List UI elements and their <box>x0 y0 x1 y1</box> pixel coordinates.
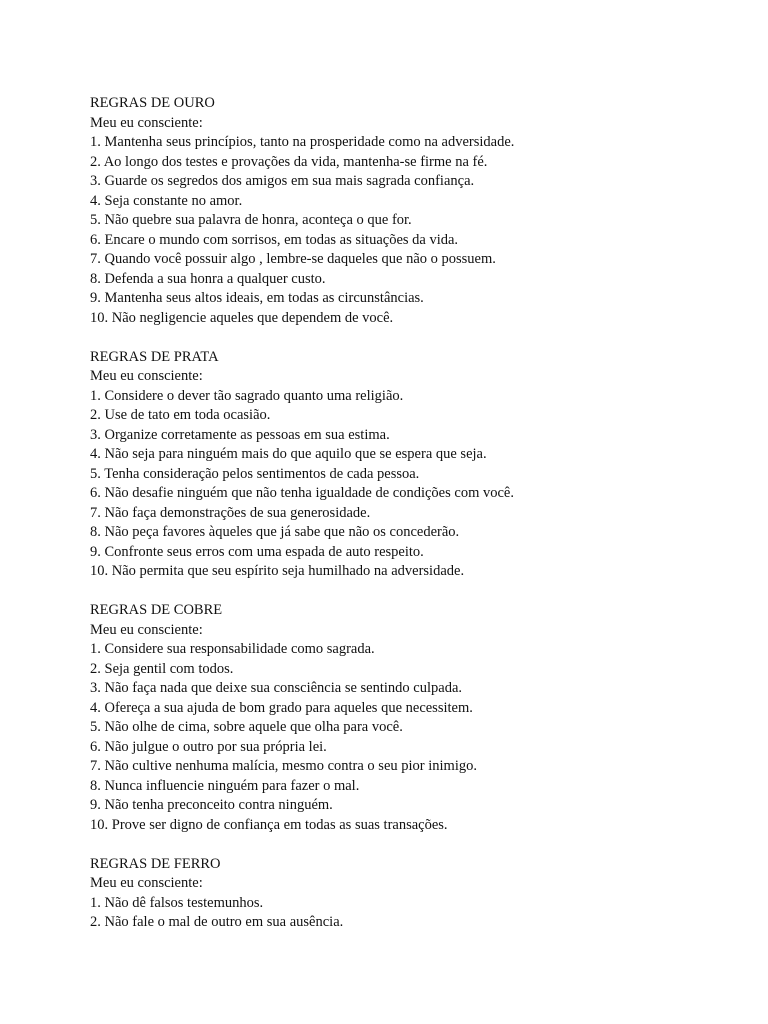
section-title: REGRAS DE COBRE <box>90 602 223 618</box>
rule-item: 3. Organize corretamente as pessoas em sua estima. <box>90 426 390 443</box>
rule-item: 2. Seja gentil com todos. <box>90 660 234 677</box>
rule-item: 5. Não olhe de cima, sobre aquele que olha para você. <box>90 719 403 735</box>
rules-section <box>90 94 750 328</box>
section-title: REGRAS DE OURO <box>90 95 215 111</box>
rules-section <box>90 601 750 835</box>
rule-item: 7. Não faça demonstrações de sua generosidade. <box>90 504 371 521</box>
rule-item: 6. Não julgue o outro por sua própria lei. <box>90 738 327 755</box>
rule-item: 1. Mantenha seus princípios, tanto na prosperidade como na adversidade. <box>90 134 515 150</box>
section-intro: Meu eu consciente: <box>90 875 203 891</box>
rule-item: 1. Não dê falsos testemunhos. <box>90 894 264 911</box>
rule-item: 8. Defenda a sua honra a qualquer custo. <box>90 270 326 287</box>
rule-item: 2. Não fale o mal de outro em sua ausência. <box>90 914 344 930</box>
document-page <box>90 94 750 952</box>
section-intro: Meu eu consciente: <box>90 621 203 638</box>
rule-item: 1. Considere sua responsabilidade como sagrada. <box>90 641 375 657</box>
rule-item: 4. Não seja para ninguém mais do que aquilo que se espera que seja. <box>90 446 487 462</box>
rule-item: 6. Não desafie ninguém que não tenha igualdade de condições com você. <box>90 485 514 501</box>
rule-item: 3. Guarde os segredos dos amigos em sua mais sagrada confiança. <box>90 173 475 189</box>
section-intro: Meu eu consciente: <box>90 368 203 384</box>
section-title: REGRAS DE PRATA <box>90 348 219 365</box>
rule-item: 4. Ofereça a sua ajuda de bom grado para aqueles que necessitem. <box>90 699 473 716</box>
rule-item: 10. Prove ser digno de confiança em todas as suas transações. <box>90 816 448 833</box>
rule-item: 5. Tenha consideração pelos sentimentos de cada pessoa. <box>90 465 420 482</box>
rule-item: 7. Quando você possuir algo , lembre-se daqueles que não o possuem. <box>90 251 496 267</box>
section-intro: Meu eu consciente: <box>90 114 203 131</box>
rule-item: 9. Mantenha seus altos ideais, em todas as circunstâncias. <box>90 290 424 306</box>
rule-item: 1. Considere o dever tão sagrado quanto uma religião. <box>90 387 404 404</box>
rule-item: 3. Não faça nada que deixe sua consciência se sentindo culpada. <box>90 680 463 696</box>
rule-item: 10. Não permita que seu espírito seja humilhado na adversidade. <box>90 563 465 579</box>
rule-item: 9. Não tenha preconceito contra ninguém. <box>90 797 333 813</box>
section-title: REGRAS DE FERRO <box>90 855 221 872</box>
rule-item: 2. Ao longo dos testes e provações da vida, mantenha-se firme na fé. <box>90 153 488 170</box>
rules-section <box>90 855 750 933</box>
rule-item: 6. Encare o mundo com sorrisos, em todas as situações da vida. <box>90 231 459 248</box>
rule-item: 4. Seja constante no amor. <box>90 192 243 209</box>
rule-item: 9. Confronte seus erros com uma espada de auto respeito. <box>90 543 424 560</box>
rule-item: 7. Não cultive nenhuma malícia, mesmo contra o seu pior inimigo. <box>90 758 477 774</box>
rule-item: 8. Nunca influencie ninguém para fazer o mal. <box>90 777 360 794</box>
rule-item: 8. Não peça favores àqueles que já sabe que não os concederão. <box>90 524 460 540</box>
rules-section <box>90 348 750 582</box>
rule-item: 2. Use de tato em toda ocasião. <box>90 407 271 423</box>
rule-item: 5. Não quebre sua palavra de honra, aconteça o que for. <box>90 212 412 228</box>
rule-item: 10. Não negligencie aqueles que dependem de você. <box>90 309 394 326</box>
